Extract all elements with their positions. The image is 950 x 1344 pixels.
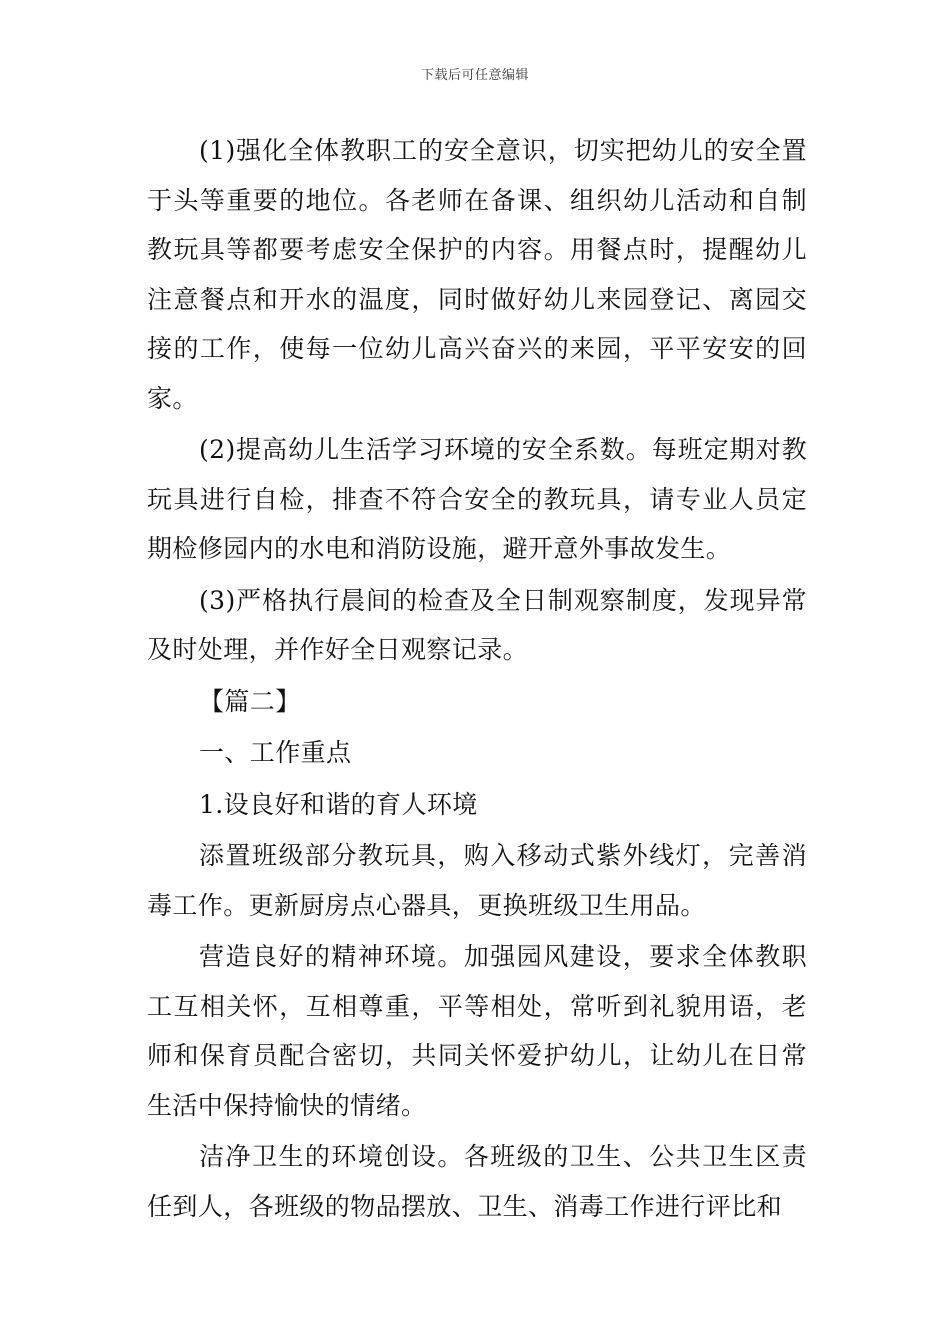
paragraph-safety-awareness: (1)强化全体教职工的安全意识，切实把幼儿的安全置于头等重要的地位。各老师在备课、组织幼儿活动和自制教玩具等都要考虑安全保护的内容。用餐点时，提醒幼儿注意餐点和开水的温度，同时做好幼儿来园登记、离园交接的工作，使每一位幼儿高兴奋兴的来园，平平安安的回家。 bbox=[147, 136, 807, 413]
section-heading-part-two: 【篇二】 bbox=[199, 686, 301, 716]
section-heading-work-focus: 一、工作重点 bbox=[199, 738, 352, 767]
document-body bbox=[147, 126, 807, 1233]
paragraph-safety-environment: (2)提高幼儿生活学习环境的安全系数。每班定期对教玩具进行自检，排查不符合安全的教玩具，请专业人员定期检修园内的水电和消防设施，避开意外事故发生。 bbox=[147, 435, 807, 563]
page-header-note: 下载后可任意编辑 bbox=[420, 68, 529, 83]
subheading-environment: 1.设良好和谐的育人环境 bbox=[199, 789, 478, 819]
paragraph-clean-environment: 洁净卫生的环境创设。各班级的卫生、公共卫生区责任到人，各班级的物品摆放、卫生、消毒工作进行评比和 bbox=[147, 1142, 807, 1221]
paragraph-spiritual-environment: 营造良好的精神环境。加强园风建设，要求全体教职工互相关怀，互相尊重，平等相处，常听到礼貌用语，老师和保育员配合密切，共同关怀爱护幼儿，让幼儿在日常生活中保持愉快的情绪。 bbox=[147, 942, 807, 1120]
paragraph-morning-check: (3)严格执行晨间的检查及全日制观察制度，发现异常及时处理，并作好全日观察记录。 bbox=[147, 585, 807, 664]
paragraph-equipment: 添置班级部分教玩具，购入移动式紫外线灯，完善消毒工作。更新厨房点心器具，更换班级卫生用品。 bbox=[147, 841, 807, 920]
